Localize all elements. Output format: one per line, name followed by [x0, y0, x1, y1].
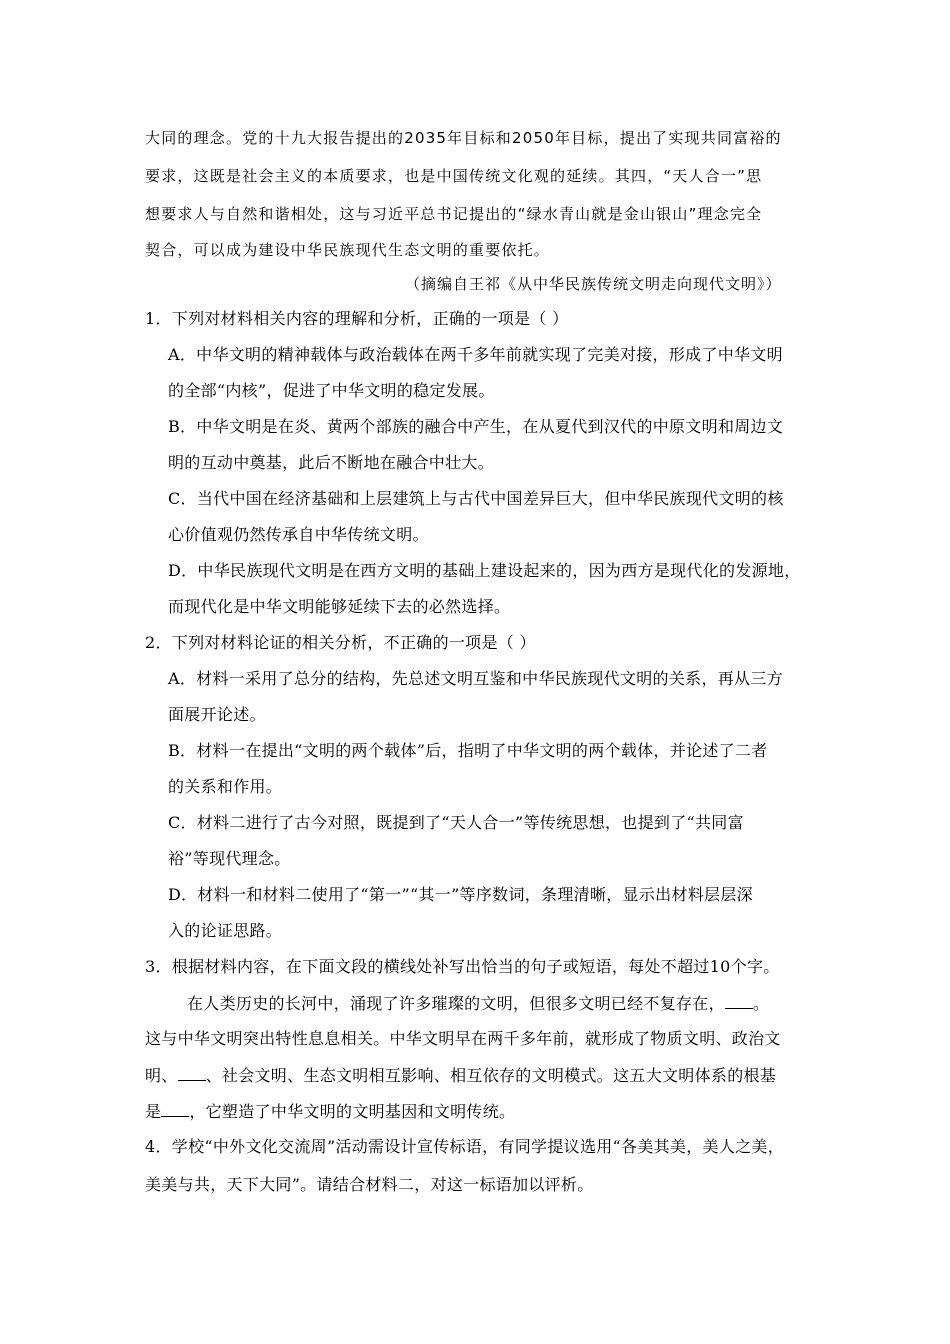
- q2-option-d-line1: D．材料一和材料二使用了“第一”“其一”等序数词，条理清晰，显示出材料层层深: [168, 885, 753, 904]
- material-line-2: 要求，这既是社会主义的本质要求，也是中国传统文化观的延续。其四，“天人合一”思: [145, 167, 763, 185]
- material-line-4: 契合，可以成为建设中华民族现代生态文明的重要依托。: [145, 241, 551, 259]
- q3-stem: 3．根据材料内容，在下面文段的横线处补写出恰当的句子或短语，每处不超过10个字。: [145, 957, 780, 976]
- q1-option-c-line2: 心价值观仍然传承自中华传统文明。: [168, 525, 429, 544]
- q4-stem-line2: 美美与共，天下大同”。请结合材料二，对这一标语加以评析。: [145, 1175, 594, 1194]
- q3-passage-line4: [145, 1100, 515, 1123]
- q3-passage-text: 是: [145, 1102, 162, 1121]
- material-line-3: 想要求人与自然和谐相处，这与习近平总书记提出的“绿水青山就是金山银山”理念完全: [145, 205, 763, 223]
- q3-passage-line2: 这与中华文明突出特性息息相关。中华文明早在两千多年前，就形成了物质文明、政治文: [145, 1029, 781, 1048]
- q3-passage-text: ，它塑造了中华文明的文明基因和文明传统。: [189, 1102, 516, 1121]
- q3-blank-3[interactable]: [161, 1100, 189, 1117]
- q2-option-b-line2: 的关系和作用。: [168, 777, 283, 796]
- q4-stem-line1: 4．学校“中外文化交流周”活动需设计宣传标语，有同学提议选用“各美其美，美人之美，: [145, 1137, 785, 1156]
- q1-option-a-line2: 的全部“内核”，促进了中华文明的稳定发展。: [168, 381, 495, 400]
- material-line-1: 大同的理念。党的十九大报告提出的2035年目标和2050年目标，提出了实现共同富裕的: [145, 129, 782, 147]
- q3-passage-line3: [145, 1064, 776, 1087]
- q3-blank-1[interactable]: [725, 992, 753, 1009]
- q2-option-c-line1: C．材料二进行了古今对照，既提到了“天人合一”等传统思想，也提到了“共同富: [168, 813, 744, 832]
- q3-passage-text: 明、: [145, 1066, 178, 1085]
- q2-option-a-line1: A．材料一采用了总分的结构，先总述文明互鉴和中华民族现代文明的关系，再从三方: [168, 669, 783, 688]
- q3-blank-2[interactable]: [178, 1064, 206, 1081]
- q2-option-b-line1: B．材料一在提出“文明的两个载体”后，指明了中华文明的两个载体，并论述了二者: [168, 741, 768, 760]
- q2-option-a-line2: 面展开论述。: [168, 705, 266, 724]
- q1-option-c-line1: C．当代中国在经济基础和上层建筑上与古代中国差异巨大，但中华民族现代文明的核: [168, 489, 784, 508]
- q1-option-a-line1: A．中华文明的精神载体与政治载体在两千多年前就实现了完美对接，形成了中华文明: [168, 345, 783, 364]
- material-source: （摘编自王祁《从中华民族传统文明走向现代文明》）: [405, 275, 782, 293]
- q1-option-b-line1: B．中华文明是在炎、黄两个部族的融合中产生，在从夏代到汉代的中原文明和周边文: [168, 417, 784, 436]
- q1-option-b-line2: 明的互动中奠基，此后不断地在融合中壮大。: [168, 453, 495, 472]
- q1-option-d-line1: D．中华民族现代文明是在西方文明的基础上建设起来的，因为西方是现代化的发源地，: [168, 561, 801, 580]
- q2-option-c-line2: 裕”等现代理念。: [168, 849, 291, 868]
- q3-passage-line1: [187, 992, 769, 1015]
- q2-option-d-line2: 入的论证思路。: [168, 921, 283, 940]
- q3-passage-text: 在人类历史的长河中，涌现了许多璀璨的文明，但很多文明已经不复存在，: [187, 994, 725, 1013]
- q3-passage-text: 。: [752, 994, 770, 1013]
- q3-passage-text: 、社会文明、生态文明相互影响、相互依存的文明模式。这五大文明体系的根基: [205, 1066, 777, 1085]
- q1-option-d-line2: 而现代化是中华文明能够延续下去的必然选择。: [168, 597, 511, 616]
- q2-stem: 2．下列对材料论证的相关分析，不正确的一项是（ ）: [145, 633, 536, 652]
- q1-stem: 1．下列对材料相关内容的理解和分析，正确的一项是（ ）: [145, 309, 569, 328]
